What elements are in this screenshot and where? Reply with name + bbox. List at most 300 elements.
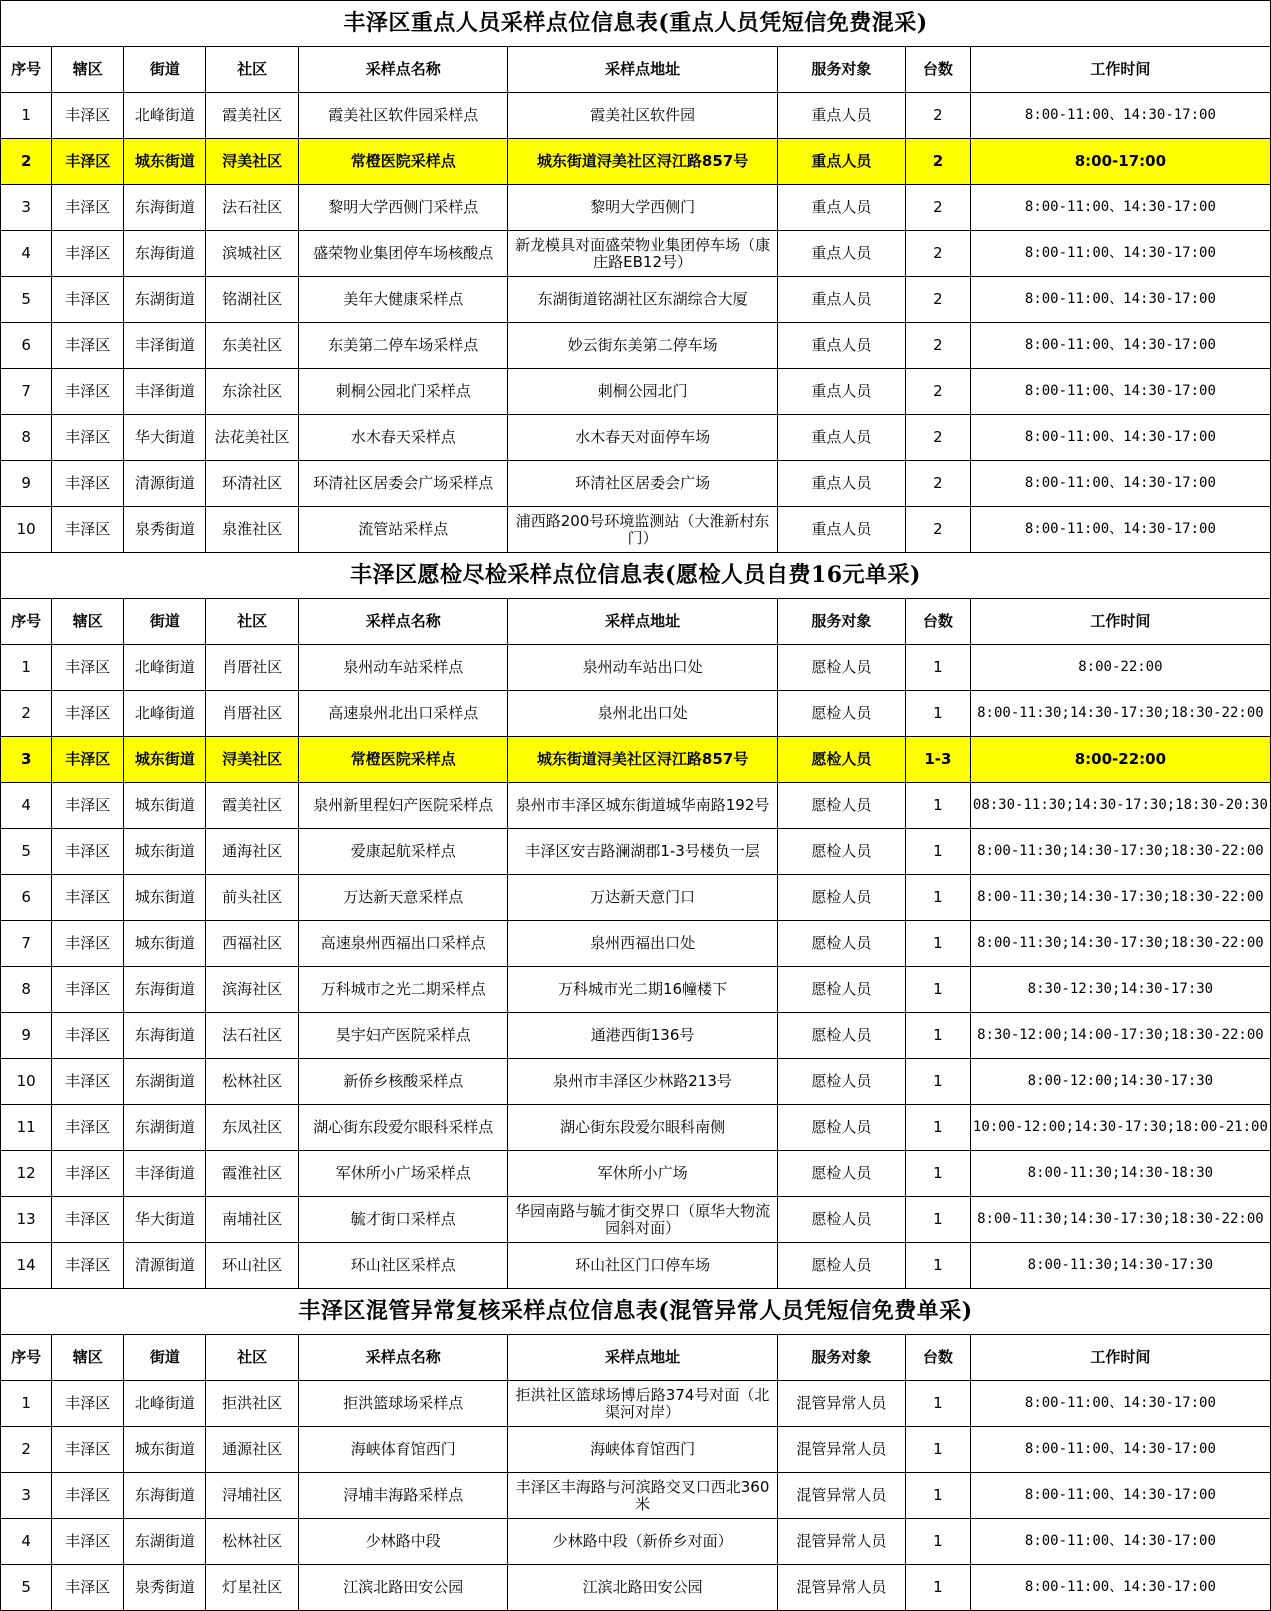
service-target-cell: 重点人员 [777,139,905,185]
district-cell: 丰泽区 [52,1381,124,1427]
site-address-cell: 环清社区居委会广场 [508,461,777,507]
working-hours-cell: 8:00-11:30;14:30-17:30;18:30-22:00 [970,875,1270,921]
community-cell: 西福社区 [206,921,298,967]
site-name-cell: 毓才街口采样点 [298,1197,508,1243]
column-header-row [1,47,1271,93]
district-cell: 丰泽区 [52,1105,124,1151]
street-cell: 泉秀街道 [124,507,206,553]
street-cell: 华大街道 [124,415,206,461]
community-cell: 浔美社区 [206,737,298,783]
table-row [1,875,1271,921]
community-cell: 铭湖社区 [206,277,298,323]
service-target-cell: 重点人员 [777,323,905,369]
col-header-service-target: 服务对象 [777,599,905,645]
table-row [1,461,1271,507]
row-number: 12 [1,1151,52,1197]
community-cell: 拒洪社区 [206,1381,298,1427]
table-row [1,1059,1271,1105]
street-cell: 城东街道 [124,1427,206,1473]
table-row [1,369,1271,415]
col-header-station-count: 台数 [906,599,971,645]
station-count-cell: 1 [906,645,971,691]
community-cell: 泉淮社区 [206,507,298,553]
street-cell: 清源街道 [124,461,206,507]
row-number: 13 [1,1197,52,1243]
table-row [1,507,1271,553]
site-address-cell: 泉州西福出口处 [508,921,777,967]
community-cell: 滨海社区 [206,967,298,1013]
station-count-cell: 1 [906,1105,971,1151]
station-count-cell: 1 [906,1565,971,1611]
working-hours-cell: 8:00-11:00、14:30-17:00 [970,369,1270,415]
table-row [1,93,1271,139]
street-cell: 北峰街道 [124,645,206,691]
station-count-cell: 1 [906,691,971,737]
site-address-cell: 万科城市光二期16幢楼下 [508,967,777,1013]
street-cell: 清源街道 [124,1243,206,1289]
district-cell: 丰泽区 [52,737,124,783]
site-address-cell: 军休所小广场 [508,1151,777,1197]
station-count-cell: 2 [906,93,971,139]
working-hours-cell: 8:00-11:00、14:30-17:00 [970,507,1270,553]
col-header-community: 社区 [206,47,298,93]
station-count-cell: 1 [906,829,971,875]
community-cell: 浔美社区 [206,139,298,185]
site-address-cell: 环山社区门口停车场 [508,1243,777,1289]
col-header-station-count: 台数 [906,47,971,93]
col-header-working-hours: 工作时间 [970,599,1270,645]
row-number: 2 [1,1427,52,1473]
district-cell: 丰泽区 [52,829,124,875]
community-cell: 通海社区 [206,829,298,875]
col-header-number: 序号 [1,599,52,645]
row-number: 4 [1,783,52,829]
site-name-cell: 军休所小广场采样点 [298,1151,508,1197]
col-header-number: 序号 [1,1335,52,1381]
site-address-cell: 浦西路200号环境监测站（大淮新村东门） [508,507,777,553]
row-number: 9 [1,1013,52,1059]
site-name-cell: 高速泉州北出口采样点 [298,691,508,737]
district-cell: 丰泽区 [52,875,124,921]
working-hours-cell: 8:00-11:30;14:30-17:30;18:30-22:00 [970,691,1270,737]
row-number: 4 [1,231,52,277]
service-target-cell: 愿检人员 [777,875,905,921]
service-target-cell: 混管异常人员 [777,1519,905,1565]
row-number: 8 [1,967,52,1013]
table-row [1,691,1271,737]
station-count-cell: 2 [906,185,971,231]
street-cell: 华大街道 [124,1197,206,1243]
table-row [1,415,1271,461]
row-number: 5 [1,277,52,323]
community-cell: 环清社区 [206,461,298,507]
working-hours-cell: 8:00-11:00、14:30-17:00 [970,1565,1270,1611]
service-target-cell: 愿检人员 [777,783,905,829]
table-row [1,1197,1271,1243]
site-name-cell: 流管站采样点 [298,507,508,553]
site-name-cell: 黎明大学西侧门采样点 [298,185,508,231]
community-cell: 环山社区 [206,1243,298,1289]
district-cell: 丰泽区 [52,1151,124,1197]
col-header-street: 街道 [124,47,206,93]
community-cell: 浔埔社区 [206,1473,298,1519]
service-target-cell: 混管异常人员 [777,1427,905,1473]
site-name-cell: 泉州动车站采样点 [298,645,508,691]
working-hours-cell: 8:00-11:00、14:30-17:00 [970,1473,1270,1519]
service-target-cell: 重点人员 [777,461,905,507]
service-target-cell: 混管异常人员 [777,1473,905,1519]
district-cell: 丰泽区 [52,1243,124,1289]
site-address-cell: 丰泽区丰海路与河滨路交叉口西北360米 [508,1473,777,1519]
row-number: 5 [1,1565,52,1611]
working-hours-cell: 8:00-11:00、14:30-17:00 [970,1381,1270,1427]
site-name-cell: 环清社区居委会广场采样点 [298,461,508,507]
working-hours-cell: 8:00-11:00、14:30-17:00 [970,185,1270,231]
site-name-cell: 万科城市之光二期采样点 [298,967,508,1013]
district-cell: 丰泽区 [52,691,124,737]
service-target-cell: 重点人员 [777,185,905,231]
community-cell: 霞美社区 [206,93,298,139]
community-cell: 法花美社区 [206,415,298,461]
site-address-cell: 东湖街道铭湖社区东湖综合大厦 [508,277,777,323]
street-cell: 丰泽街道 [124,369,206,415]
district-cell: 丰泽区 [52,921,124,967]
district-cell: 丰泽区 [52,1473,124,1519]
col-header-street: 街道 [124,1335,206,1381]
site-address-cell: 泉州市丰泽区城东街道城华南路192号 [508,783,777,829]
col-header-service-target: 服务对象 [777,47,905,93]
row-number: 3 [1,185,52,231]
section-title: 丰泽区愿检尽检采样点位信息表(愿检人员自费16元单采) [1,553,1271,599]
table-row [1,1105,1271,1151]
table-row [1,921,1271,967]
service-target-cell: 重点人员 [777,415,905,461]
site-address-cell: 黎明大学西侧门 [508,185,777,231]
col-header-site-address: 采样点地址 [508,1335,777,1381]
district-cell: 丰泽区 [52,1427,124,1473]
row-number: 7 [1,921,52,967]
row-number: 3 [1,1473,52,1519]
station-count-cell: 1 [906,1381,971,1427]
site-name-cell: 水木春天采样点 [298,415,508,461]
working-hours-cell: 8:00-11:30;14:30-17:30;18:30-22:00 [970,921,1270,967]
community-cell: 东美社区 [206,323,298,369]
site-address-cell: 霞美社区软件园 [508,93,777,139]
community-cell: 南埔社区 [206,1197,298,1243]
community-cell: 霞美社区 [206,783,298,829]
station-count-cell: 1 [906,875,971,921]
station-count-cell: 1-3 [906,737,971,783]
service-target-cell: 愿检人员 [777,1243,905,1289]
site-name-cell: 美年大健康采样点 [298,277,508,323]
street-cell: 城东街道 [124,829,206,875]
street-cell: 北峰街道 [124,1381,206,1427]
col-header-site-address: 采样点地址 [508,47,777,93]
service-target-cell: 混管异常人员 [777,1565,905,1611]
station-count-cell: 2 [906,231,971,277]
street-cell: 城东街道 [124,737,206,783]
working-hours-cell: 8:00-11:30;14:30-18:30 [970,1151,1270,1197]
col-header-community: 社区 [206,1335,298,1381]
community-cell: 灯星社区 [206,1565,298,1611]
col-header-site-name: 采样点名称 [298,599,508,645]
table-row [1,1565,1271,1611]
working-hours-cell: 8:00-11:30;14:30-17:30;18:30-22:00 [970,829,1270,875]
row-number: 1 [1,93,52,139]
table-row [1,1381,1271,1427]
row-number: 7 [1,369,52,415]
street-cell: 泉秀街道 [124,1565,206,1611]
community-cell: 东凤社区 [206,1105,298,1151]
site-address-cell: 刺桐公园北门 [508,369,777,415]
site-address-cell: 华园南路与毓才街交界口（原华大物流园斜对面） [508,1197,777,1243]
site-address-cell: 妙云街东美第二停车场 [508,323,777,369]
station-count-cell: 1 [906,1473,971,1519]
table-row-highlighted [1,139,1271,185]
station-count-cell: 1 [906,1059,971,1105]
street-cell: 城东街道 [124,921,206,967]
col-header-site-name: 采样点名称 [298,1335,508,1381]
station-count-cell: 1 [906,921,971,967]
site-address-cell: 少林路中段（新侨乡对面） [508,1519,777,1565]
district-cell: 丰泽区 [52,323,124,369]
service-target-cell: 重点人员 [777,231,905,277]
site-name-cell: 环山社区采样点 [298,1243,508,1289]
site-address-cell: 万达新天意门口 [508,875,777,921]
row-number: 10 [1,1059,52,1105]
table-row [1,1243,1271,1289]
site-address-cell: 拒洪社区篮球场博后路374号对面（北渠河对岸） [508,1381,777,1427]
site-address-cell: 水木春天对面停车场 [508,415,777,461]
site-name-cell: 新侨乡核酸采样点 [298,1059,508,1105]
col-header-working-hours: 工作时间 [970,47,1270,93]
street-cell: 北峰街道 [124,93,206,139]
site-address-cell: 江滨北路田安公园 [508,1565,777,1611]
col-header-district: 辖区 [52,599,124,645]
table-row [1,645,1271,691]
station-count-cell: 1 [906,967,971,1013]
street-cell: 丰泽街道 [124,1151,206,1197]
street-cell: 东海街道 [124,185,206,231]
street-cell: 东湖街道 [124,277,206,323]
col-header-district: 辖区 [52,47,124,93]
street-cell: 城东街道 [124,139,206,185]
district-cell: 丰泽区 [52,507,124,553]
community-cell: 松林社区 [206,1519,298,1565]
working-hours-cell: 8:00-11:00、14:30-17:00 [970,323,1270,369]
district-cell: 丰泽区 [52,231,124,277]
site-name-cell: 万达新天意采样点 [298,875,508,921]
district-cell: 丰泽区 [52,783,124,829]
station-count-cell: 1 [906,783,971,829]
row-number: 3 [1,737,52,783]
site-name-cell: 霞美社区软件园采样点 [298,93,508,139]
table-row [1,231,1271,277]
column-header-row [1,1335,1271,1381]
district-cell: 丰泽区 [52,139,124,185]
site-name-cell: 少林路中段 [298,1519,508,1565]
working-hours-cell: 8:00-11:00、14:30-17:00 [970,231,1270,277]
station-count-cell: 2 [906,277,971,323]
col-header-district: 辖区 [52,1335,124,1381]
site-name-cell: 常橙医院采样点 [298,737,508,783]
site-address-cell: 城东街道浔美社区浔江路857号 [508,139,777,185]
district-cell: 丰泽区 [52,1565,124,1611]
site-name-cell: 海峡体育馆西门 [298,1427,508,1473]
district-cell: 丰泽区 [52,1197,124,1243]
table-row-highlighted [1,737,1271,783]
service-target-cell: 愿检人员 [777,967,905,1013]
community-cell: 法石社区 [206,1013,298,1059]
working-hours-cell: 8:00-11:00、14:30-17:00 [970,93,1270,139]
working-hours-cell: 8:00-11:30;14:30-17:30;18:30-22:00 [970,1197,1270,1243]
working-hours-cell: 8:30-12:30;14:30-17:30 [970,967,1270,1013]
site-address-cell: 丰泽区安吉路澜湖郡1-3号楼负一层 [508,829,777,875]
community-cell: 肖厝社区 [206,691,298,737]
district-cell: 丰泽区 [52,1013,124,1059]
site-name-cell: 泉州新里程妇产医院采样点 [298,783,508,829]
service-target-cell: 愿检人员 [777,737,905,783]
site-address-cell: 湖心街东段爱尔眼科南侧 [508,1105,777,1151]
community-cell: 前头社区 [206,875,298,921]
table-row [1,323,1271,369]
community-cell: 东涂社区 [206,369,298,415]
street-cell: 东海街道 [124,1473,206,1519]
station-count-cell: 2 [906,323,971,369]
site-address-cell: 泉州北出口处 [508,691,777,737]
row-number: 1 [1,645,52,691]
table-row [1,1473,1271,1519]
section-title: 丰泽区混管异常复核采样点位信息表(混管异常人员凭短信免费单采) [1,1289,1271,1335]
section-title: 丰泽区重点人员采样点位信息表(重点人员凭短信免费混采) [1,1,1271,47]
station-count-cell: 2 [906,369,971,415]
working-hours-cell: 8:00-11:00、14:30-17:00 [970,1427,1270,1473]
working-hours-cell: 8:30-12:00;14:00-17:30;18:30-22:00 [970,1013,1270,1059]
column-header-row [1,599,1271,645]
district-cell: 丰泽区 [52,461,124,507]
site-name-cell: 常橙医院采样点 [298,139,508,185]
street-cell: 城东街道 [124,783,206,829]
station-count-cell: 1 [906,1243,971,1289]
row-number: 11 [1,1105,52,1151]
service-target-cell: 重点人员 [777,507,905,553]
col-header-station-count: 台数 [906,1335,971,1381]
table-row [1,1013,1271,1059]
district-cell: 丰泽区 [52,645,124,691]
service-target-cell: 愿检人员 [777,1059,905,1105]
community-cell: 肖厝社区 [206,645,298,691]
community-cell: 霞淮社区 [206,1151,298,1197]
service-target-cell: 重点人员 [777,369,905,415]
row-number: 4 [1,1519,52,1565]
station-count-cell: 1 [906,1519,971,1565]
station-count-cell: 1 [906,1197,971,1243]
section-title-row [1,1,1271,47]
table-row [1,829,1271,875]
street-cell: 东海街道 [124,967,206,1013]
station-count-cell: 2 [906,461,971,507]
working-hours-cell: 8:00-11:00、14:30-17:00 [970,1519,1270,1565]
site-name-cell: 高速泉州西福出口采样点 [298,921,508,967]
service-target-cell: 混管异常人员 [777,1381,905,1427]
service-target-cell: 重点人员 [777,93,905,139]
site-name-cell: 湖心街东段爱尔眼科采样点 [298,1105,508,1151]
service-target-cell: 愿检人员 [777,645,905,691]
station-count-cell: 1 [906,1013,971,1059]
site-name-cell: 东美第二停车场采样点 [298,323,508,369]
district-cell: 丰泽区 [52,1059,124,1105]
site-address-cell: 城东街道浔美社区浔江路857号 [508,737,777,783]
service-target-cell: 愿检人员 [777,829,905,875]
row-number: 14 [1,1243,52,1289]
street-cell: 东湖街道 [124,1519,206,1565]
section-title-row [1,1289,1271,1335]
working-hours-cell: 8:00-11:00、14:30-17:00 [970,415,1270,461]
row-number: 9 [1,461,52,507]
street-cell: 东湖街道 [124,1059,206,1105]
col-header-site-name: 采样点名称 [298,47,508,93]
service-target-cell: 愿检人员 [777,1197,905,1243]
col-header-community: 社区 [206,599,298,645]
row-number: 2 [1,691,52,737]
district-cell: 丰泽区 [52,967,124,1013]
row-number: 10 [1,507,52,553]
row-number: 2 [1,139,52,185]
row-number: 6 [1,875,52,921]
working-hours-cell: 8:00-22:00 [970,737,1270,783]
street-cell: 东海街道 [124,231,206,277]
working-hours-cell: 8:00-11:00、14:30-17:00 [970,277,1270,323]
site-address-cell: 泉州市丰泽区少林路213号 [508,1059,777,1105]
row-number: 6 [1,323,52,369]
site-name-cell: 盛荣物业集团停车场核酸点 [298,231,508,277]
table-row [1,967,1271,1013]
col-header-site-address: 采样点地址 [508,599,777,645]
street-cell: 城东街道 [124,875,206,921]
table-row [1,783,1271,829]
community-cell: 滨城社区 [206,231,298,277]
col-header-working-hours: 工作时间 [970,1335,1270,1381]
service-target-cell: 愿检人员 [777,1151,905,1197]
district-cell: 丰泽区 [52,1519,124,1565]
service-target-cell: 愿检人员 [777,691,905,737]
working-hours-cell: 8:00-22:00 [970,645,1270,691]
district-cell: 丰泽区 [52,277,124,323]
working-hours-cell: 8:00-11:00、14:30-17:00 [970,461,1270,507]
station-count-cell: 2 [906,139,971,185]
station-count-cell: 2 [906,507,971,553]
community-cell: 松林社区 [206,1059,298,1105]
site-name-cell: 爱康起航采样点 [298,829,508,875]
col-header-number: 序号 [1,47,52,93]
district-cell: 丰泽区 [52,185,124,231]
table-row [1,1427,1271,1473]
row-number: 5 [1,829,52,875]
working-hours-cell: 8:00-12:00;14:30-17:30 [970,1059,1270,1105]
col-header-street: 街道 [124,599,206,645]
street-cell: 北峰街道 [124,691,206,737]
col-header-service-target: 服务对象 [777,1335,905,1381]
site-address-cell: 通港西街136号 [508,1013,777,1059]
district-cell: 丰泽区 [52,369,124,415]
working-hours-cell: 10:00-12:00;14:30-17:30;18:00-21:00 [970,1105,1270,1151]
section-title-row [1,553,1271,599]
station-count-cell: 2 [906,415,971,461]
community-cell: 通源社区 [206,1427,298,1473]
service-target-cell: 愿检人员 [777,1105,905,1151]
site-address-cell: 新龙模具对面盛荣物业集团停车场（康庄路EB12号） [508,231,777,277]
working-hours-cell: 8:00-11:30;14:30-17:30 [970,1243,1270,1289]
